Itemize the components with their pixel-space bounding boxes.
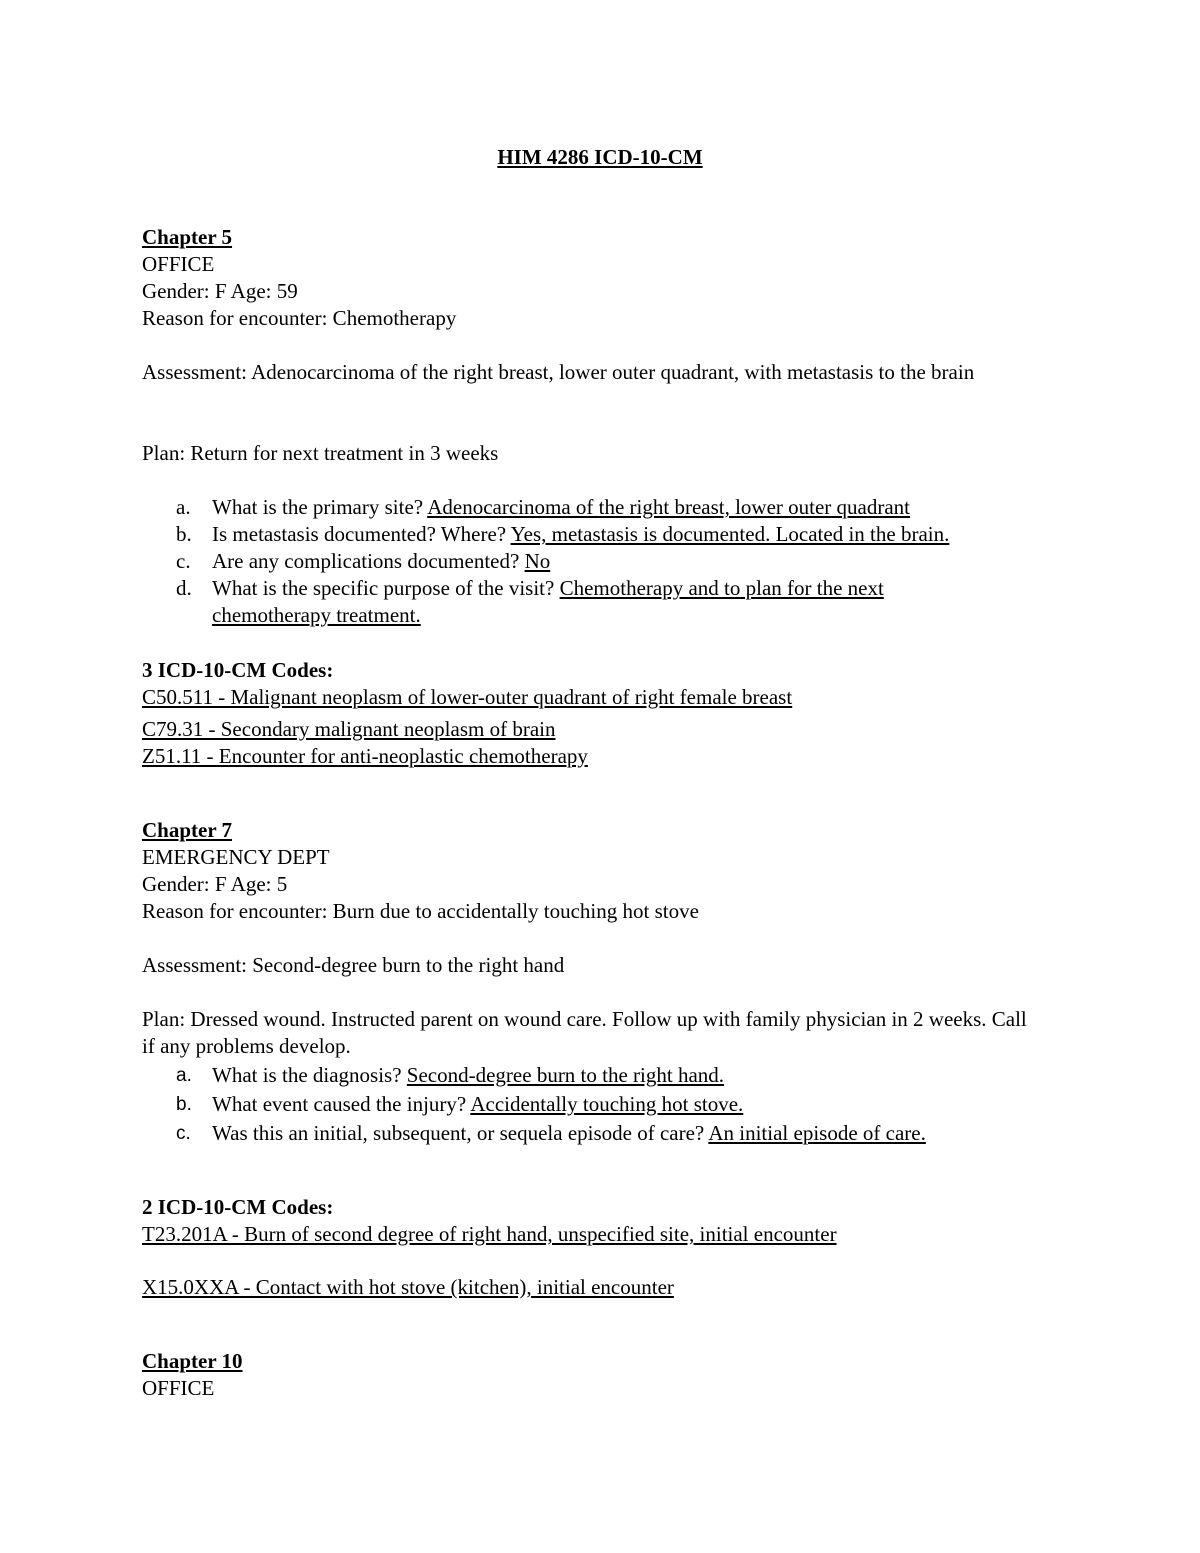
question-text: What is the specific purpose of the visit? xyxy=(212,576,555,600)
question-text: What is the primary site? xyxy=(212,495,424,519)
chapter-7-plan-block xyxy=(142,1006,1032,1060)
question-letter: a. xyxy=(176,495,191,519)
question-text: Is metastasis documented? Where? xyxy=(212,522,507,546)
chapter-10-setting: OFFICE xyxy=(142,1376,215,1400)
chapter-7-assessment: Assessment: Second-degree burn to the right hand xyxy=(142,953,565,977)
question-text: Was this an initial, subsequent, or sequela episode of care? xyxy=(212,1121,705,1145)
chapter-7-gender-age: Gender: F Age: 5 xyxy=(142,872,288,896)
question-text: What is the diagnosis? xyxy=(212,1063,402,1087)
chapter-5-plan: Plan: Return for next treatment in 3 weeks xyxy=(142,441,499,465)
chapter-7-reason: Reason for encounter: Burn due to accidentally touching hot stove xyxy=(142,899,699,923)
chapter-10-section xyxy=(142,1348,1042,1402)
question-letter: c. xyxy=(176,549,191,573)
chapter-5-assessment: Assessment: Adenocarcinoma of the right breast, lower outer quadrant, with metastasis to the brain xyxy=(142,360,975,384)
question-item xyxy=(142,1090,1062,1119)
chapter-7-codes-heading: 2 ICD-10-CM Codes: xyxy=(142,1195,334,1219)
answer-text: Second-degree burn to the right hand. xyxy=(406,1063,725,1087)
question-item xyxy=(142,521,1062,548)
chapter-5-codes xyxy=(142,684,1042,711)
chapter-5-gender-age: Gender: F Age: 59 xyxy=(142,279,298,303)
chapter-5-questions xyxy=(142,494,1062,629)
answer-text: Yes, metastasis is documented. Located in the brain. xyxy=(510,522,950,546)
icd-code: T23.201A - Burn of second degree of right hand, unspecified site, initial encounter xyxy=(142,1222,837,1246)
question-letter: b. xyxy=(176,522,192,546)
chapter-5-codes-heading-block xyxy=(142,657,1042,684)
question-item xyxy=(142,1061,1062,1090)
chapter-7-question-list xyxy=(142,1061,1062,1148)
chapter-7-assessment-block xyxy=(142,952,1042,979)
chapter-10-heading: Chapter 10 xyxy=(142,1349,243,1373)
icd-code: C50.511 - Malignant neoplasm of lower-outer quadrant of right female breast xyxy=(142,685,793,709)
chapter-7-questions xyxy=(142,1061,1062,1148)
chapter-5-question-list xyxy=(142,494,1062,629)
chapter-7-plan: Plan: Dressed wound. Instructed parent on wound care. Follow up with family physician in 2 weeks. Call if any problems develop. xyxy=(142,1007,1027,1058)
question-letter: a. xyxy=(176,1065,192,1086)
chapter-5-codes-2 xyxy=(142,716,1042,770)
question-item xyxy=(142,575,1062,629)
chapter-7-codes-heading-block xyxy=(142,1194,1042,1248)
chapter-7-heading: Chapter 7 xyxy=(142,818,233,842)
chapter-7-codes xyxy=(142,1274,1042,1301)
question-item xyxy=(142,548,1062,575)
chapter-5-section xyxy=(142,224,1042,332)
document-title: HIM 4286 ICD-10-CM xyxy=(497,145,703,169)
icd-code: X15.0XXA - Contact with hot stove (kitchen), initial encounter xyxy=(142,1275,674,1299)
answer-text: An initial episode of care. xyxy=(708,1121,926,1145)
question-letter: c. xyxy=(176,1123,191,1144)
chapter-5-heading: Chapter 5 xyxy=(142,225,233,249)
question-letter: d. xyxy=(176,576,192,600)
chapter-5-plan-block xyxy=(142,440,1042,467)
question-text: Are any complications documented? xyxy=(212,549,520,573)
question-letter: b. xyxy=(176,1094,192,1115)
answer-text: Chemotherapy and to plan for the next chemotherapy treatment. xyxy=(212,576,884,627)
answer-text: Accidentally touching hot stove. xyxy=(470,1092,744,1116)
chapter-5-reason: Reason for encounter: Chemotherapy xyxy=(142,306,457,330)
question-item xyxy=(142,494,1062,521)
chapter-5-codes-heading: 3 ICD-10-CM Codes: xyxy=(142,658,334,682)
icd-code: C79.31 - Secondary malignant neoplasm of brain xyxy=(142,717,556,741)
chapter-5-assessment-block xyxy=(142,359,1032,386)
chapter-7-setting: EMERGENCY DEPT xyxy=(142,845,330,869)
question-item xyxy=(142,1119,1062,1148)
chapter-5-setting: OFFICE xyxy=(142,252,215,276)
answer-text: No xyxy=(524,549,551,573)
question-text: What event caused the injury? xyxy=(212,1092,467,1116)
chapter-7-section xyxy=(142,817,1042,925)
icd-code: Z51.11 - Encounter for anti-neoplastic chemotherapy xyxy=(142,744,588,768)
answer-text: Adenocarcinoma of the right breast, lower outer quadrant xyxy=(427,495,911,519)
